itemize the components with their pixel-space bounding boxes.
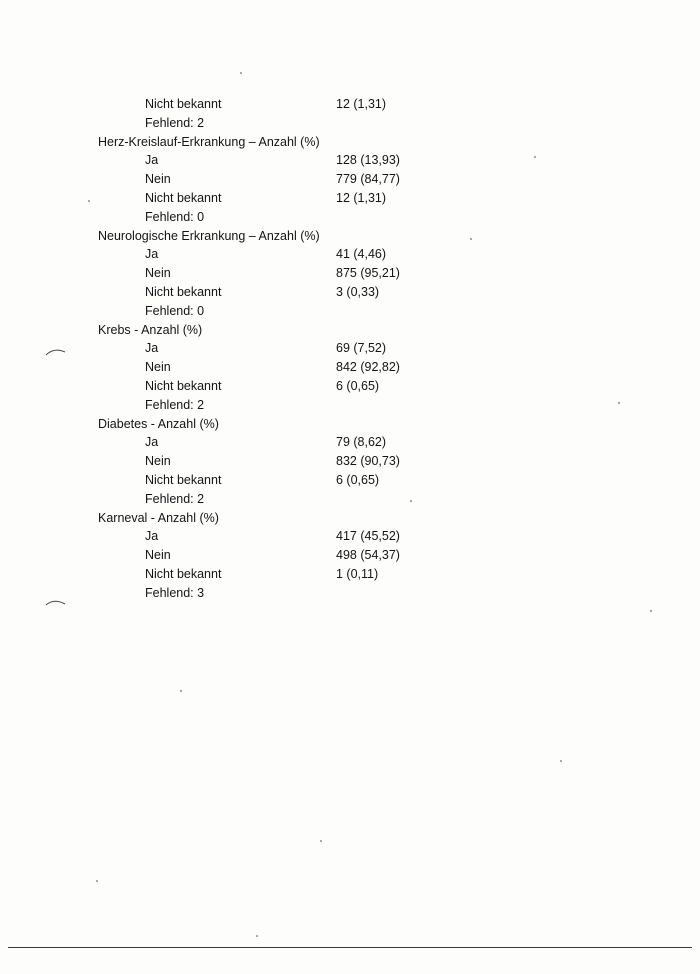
row-label: Nicht bekannt xyxy=(145,566,222,581)
scan-speck xyxy=(618,402,620,404)
row-value: 6 (0,65) xyxy=(336,472,380,487)
row-label: Nein xyxy=(145,266,171,281)
row-label: Nicht bekannt xyxy=(145,190,222,205)
scan-artifact-mark xyxy=(44,596,68,608)
row-value: 128 (13,93) xyxy=(336,153,400,168)
row-label: Nein xyxy=(145,172,171,187)
row-label: Fehlend: 0 xyxy=(145,303,205,318)
row-label: Fehlend: 2 xyxy=(145,491,205,506)
category-label: Diabetes - Anzahl (%) xyxy=(98,416,219,431)
row-value: 832 (90,73) xyxy=(336,454,400,469)
category-label: Krebs - Anzahl (%) xyxy=(98,322,203,337)
category-label: Neurologische Erkrankung – Anzahl (%) xyxy=(98,228,320,243)
row-value: 41 (4,46) xyxy=(336,247,387,262)
scan-speck xyxy=(560,760,562,762)
row-value: 875 (95,21) xyxy=(336,266,400,281)
category-label: Karneval - Anzahl (%) xyxy=(98,510,219,525)
row-label: Nicht bekannt xyxy=(145,284,222,299)
row-label: Ja xyxy=(145,247,159,262)
row-label: Ja xyxy=(145,435,159,450)
scan-speck xyxy=(96,880,98,882)
row-label: Nein xyxy=(145,454,171,469)
scan-speck xyxy=(256,935,258,937)
scan-artifact-mark xyxy=(44,346,68,358)
row-value: 6 (0,65) xyxy=(336,378,380,393)
row-label: Nicht bekannt xyxy=(145,378,222,393)
scan-speck xyxy=(180,690,182,692)
row-label: Fehlend: 2 xyxy=(145,397,205,412)
scan-speck xyxy=(240,72,242,74)
row-label: Ja xyxy=(145,341,159,356)
row-value: 12 (1,31) xyxy=(336,190,387,205)
row-value: 69 (7,52) xyxy=(336,341,387,356)
scan-speck xyxy=(320,840,322,842)
category-label: Herz-Kreislauf-Erkrankung – Anzahl (%) xyxy=(98,134,320,149)
row-value: 79 (8,62) xyxy=(336,435,387,450)
row-label: Nicht bekannt xyxy=(145,472,222,487)
row-value: 417 (45,52) xyxy=(336,529,400,544)
row-value: 779 (84,77) xyxy=(336,172,400,187)
row-label: Fehlend: 3 xyxy=(145,585,205,600)
scan-speck xyxy=(410,500,412,502)
page-bottom-rule xyxy=(8,947,692,948)
row-label: Nicht bekannt xyxy=(145,97,222,111)
row-value: 12 (1,31) xyxy=(336,97,387,111)
row-value: 1 (0,11) xyxy=(336,566,379,581)
scan-speck xyxy=(650,610,652,612)
row-label: Fehlend: 0 xyxy=(145,209,205,224)
row-label: Nein xyxy=(145,360,171,375)
row-value: 842 (92,82) xyxy=(336,360,400,375)
scan-speck xyxy=(88,200,90,202)
row-label: Ja xyxy=(145,153,159,168)
row-value: 498 (54,37) xyxy=(336,548,400,563)
row-value: 3 (0,33) xyxy=(336,284,380,299)
row-label: Fehlend: 2 xyxy=(145,115,205,130)
row-label: Ja xyxy=(145,529,159,544)
row-label: Nein xyxy=(145,548,171,563)
scan-speck xyxy=(470,238,472,240)
scan-speck xyxy=(534,156,536,158)
